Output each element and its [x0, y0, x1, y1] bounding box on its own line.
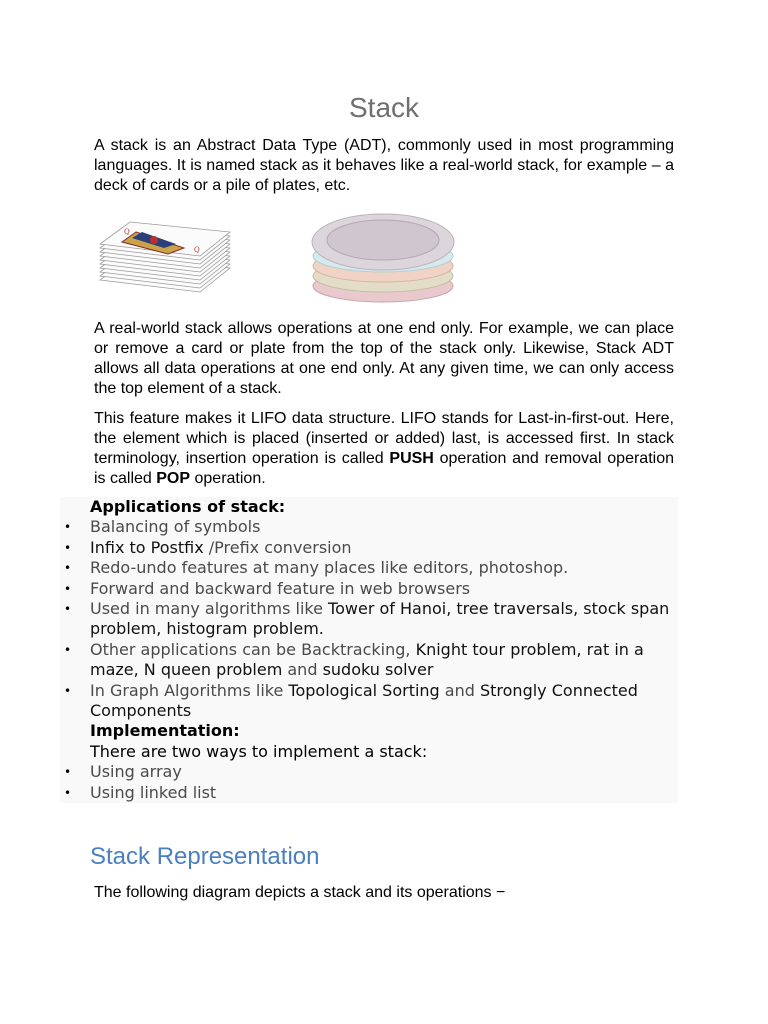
intro-paragraph: A stack is an Abstract Data Type (ADT), commonly used in most programming languages. It is named stack as it behaves like a real-world stack, for example – a deck of cards or a pile of plates, etc.: [94, 137, 674, 194]
implementation-text: There are two ways to implement a stack:: [90, 741, 428, 761]
svg-text:Q: Q: [124, 228, 130, 236]
list-item: • Used in many algorithms like Tower of Hanoi, tree traversals, stock span problem, histogram problem.: [60, 599, 678, 640]
list-item: • Forward and backward feature in web browsers: [60, 579, 678, 599]
pile-of-plates-image: [308, 206, 458, 306]
list-item: • Other applications can be Backtracking, Knight tour problem, rat in a maze, N queen problem and sudoku solver: [60, 640, 678, 681]
implementation-heading: Implementation:: [90, 721, 240, 741]
section-heading: Stack Representation: [90, 843, 320, 870]
list-item: • Using linked list: [60, 783, 678, 803]
lifo-paragraph: This feature makes it LIFO data structure. LIFO stands for Last-in-first-out. Here, the element which is placed (inserted or added) last, is accessed first. In stack terminology, insertion operation is called PUSH operation and removal operation is called POP operation.: [94, 410, 674, 487]
list-item: • In Graph Algorithms like Topological Sorting and Strongly Connected Components: [60, 681, 678, 722]
push-keyword: PUSH: [389, 450, 434, 467]
page-title: Stack: [348, 92, 420, 123]
pop-keyword: POP: [156, 470, 191, 487]
applications-box: [60, 497, 678, 803]
list-item: • Balancing of symbols: [60, 517, 678, 537]
applications-list: [60, 517, 678, 721]
implementation-list: [60, 762, 678, 803]
list-item: • Using array: [60, 762, 678, 782]
deck-of-cards-image: [96, 218, 232, 304]
applications-heading: Applications of stack:: [90, 497, 286, 516]
list-item: • Infix to Postfix /Prefix conversion: [60, 538, 678, 558]
diagram-caption: The following diagram depicts a stack and its operations −: [94, 884, 506, 901]
list-item: • Redo-undo features at many places like editors, photoshop.: [60, 558, 678, 578]
operations-paragraph: A real-world stack allows operations at one end only. For example, we can place or remove a card or plate from the top of the stack only. Likewise, Stack ADT allows all data operations at one end only. At any given time, we can only access the top element of a stack.: [94, 320, 674, 397]
svg-text:Q: Q: [194, 246, 200, 254]
